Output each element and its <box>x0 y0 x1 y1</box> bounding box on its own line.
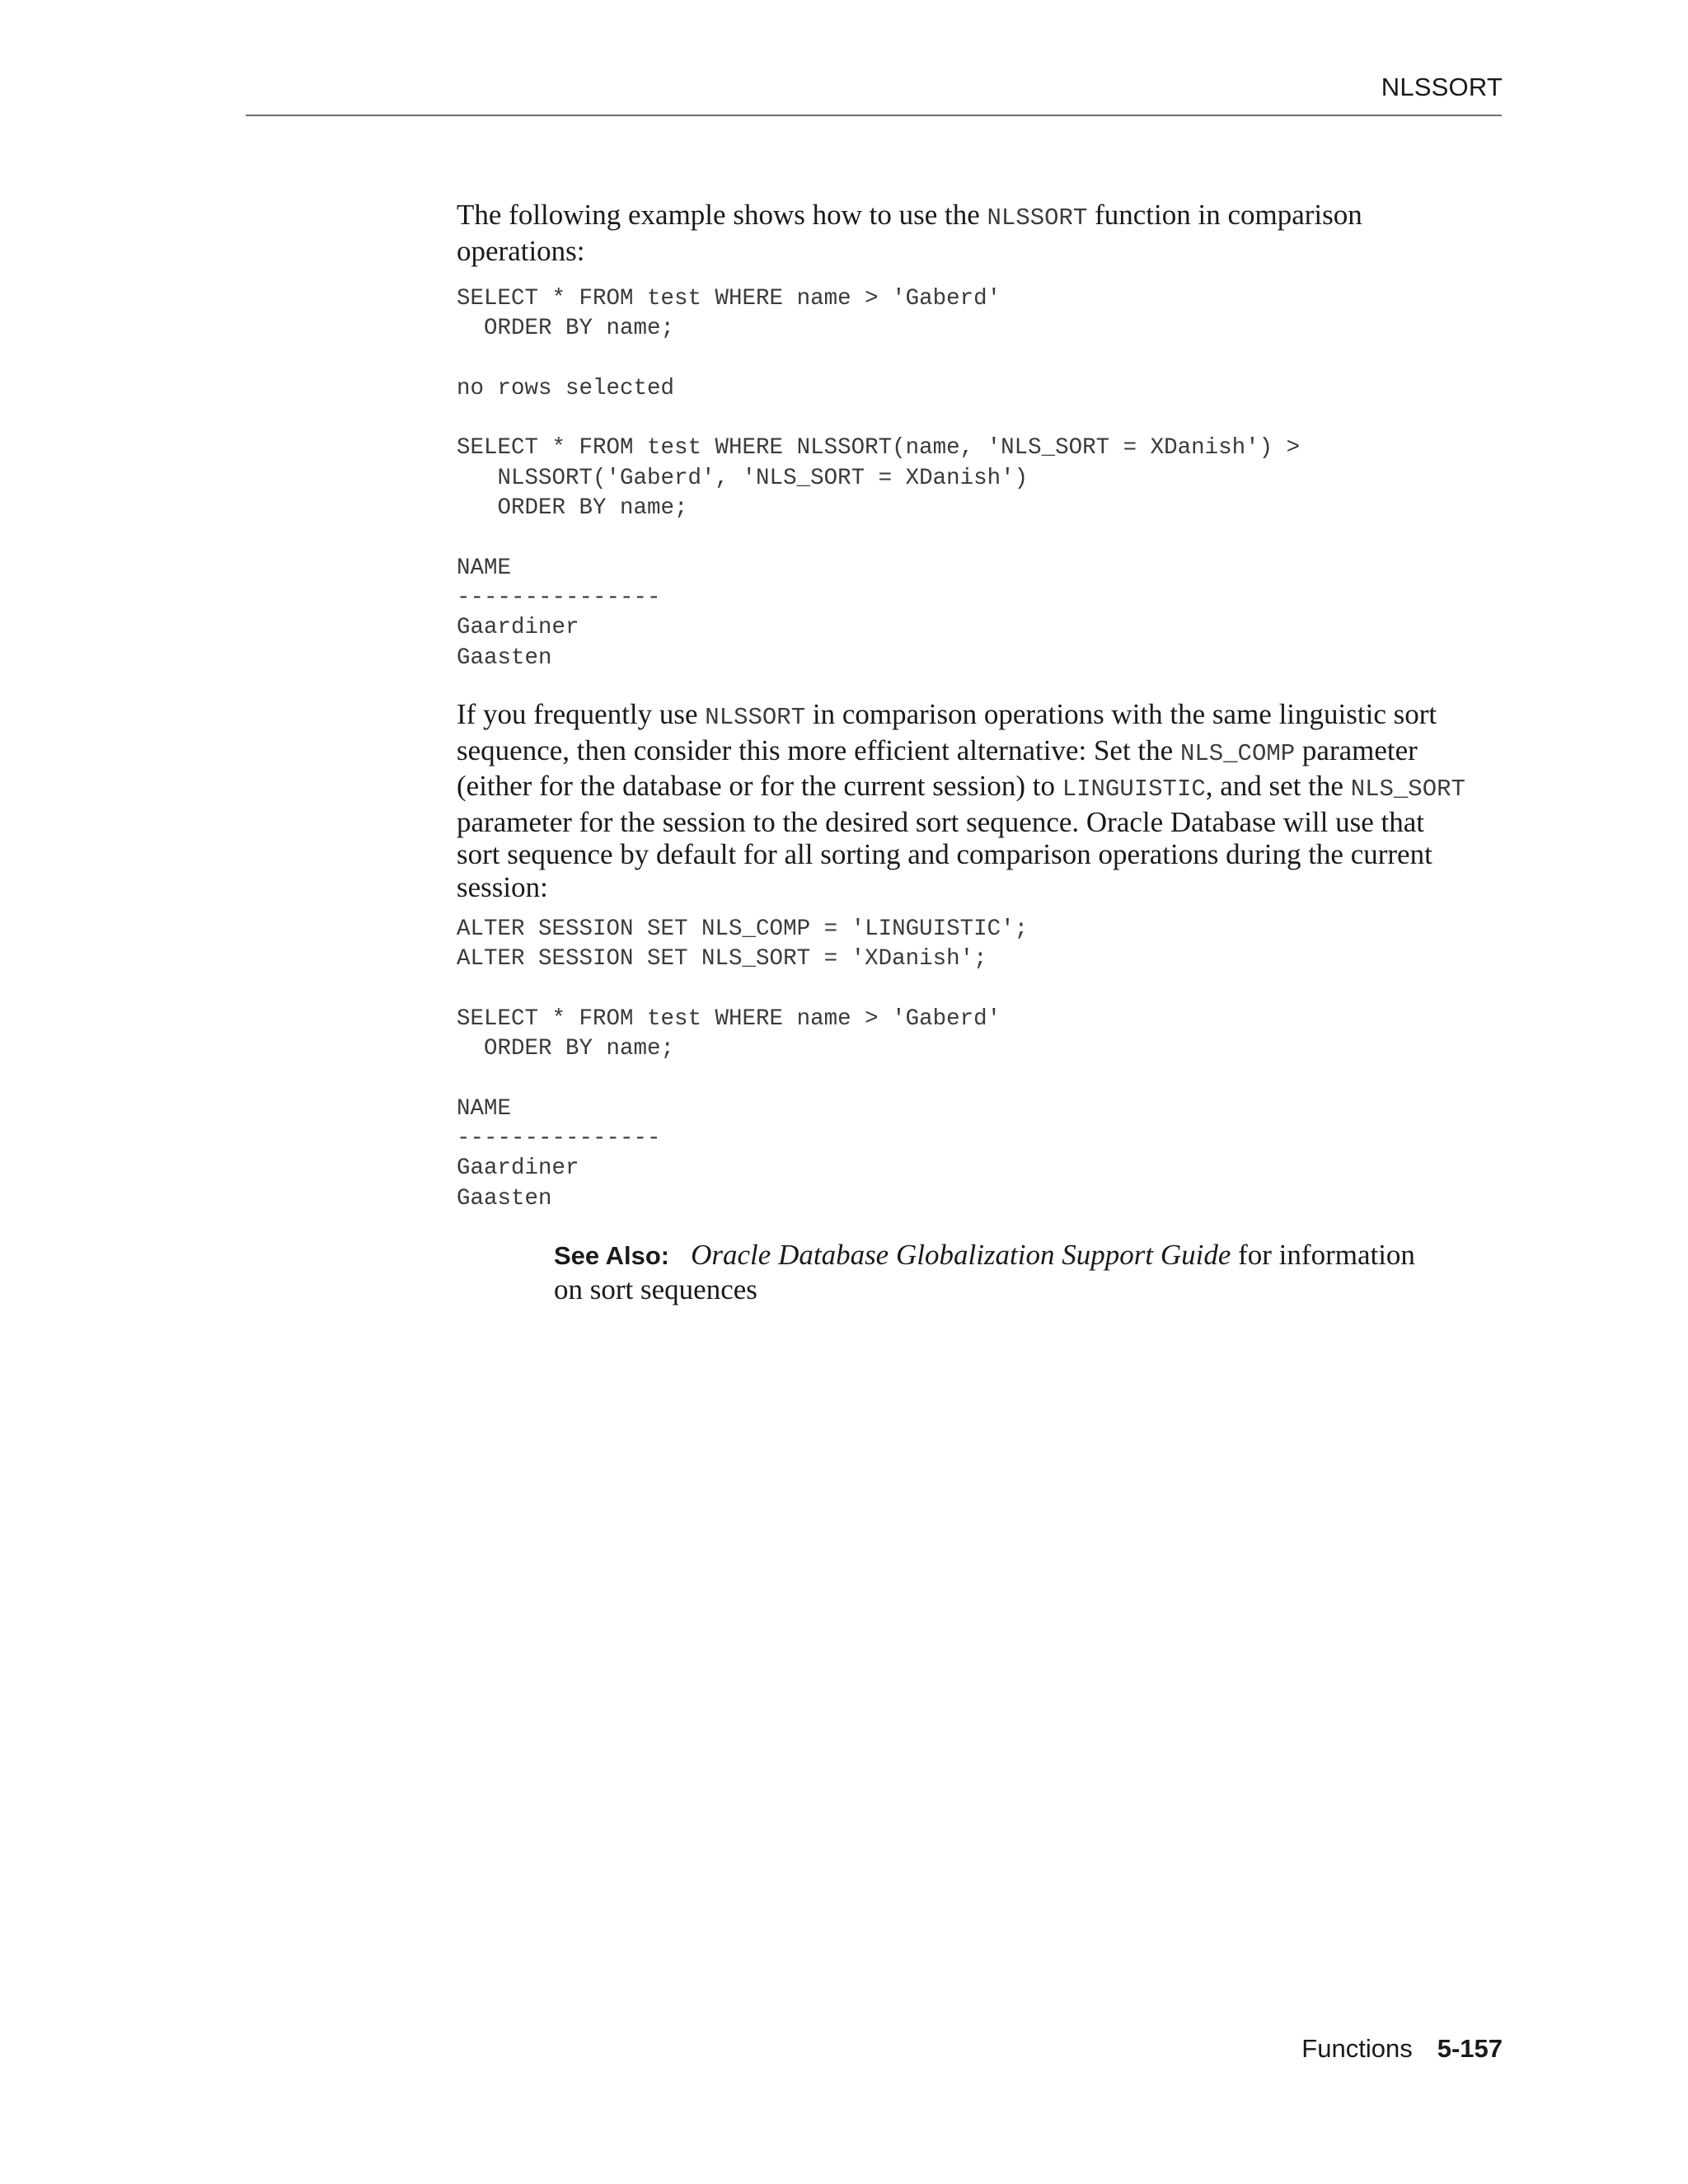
page-number: 5-157 <box>1437 2034 1503 2063</box>
page-footer <box>1301 2034 1503 2064</box>
see-also-text: for information <box>1231 1239 1415 1271</box>
see-also-book-link[interactable]: Oracle Database Globalization Support Guide <box>691 1239 1231 1271</box>
inline-code-nlssort: NLSSORT <box>705 704 806 731</box>
inline-code-nlssort: NLSSORT <box>987 204 1088 232</box>
intro-text: The following example shows how to use the <box>457 199 987 231</box>
para-text: parameter for the session to the desired sort sequence. Oracle Database will use that <box>457 805 1425 838</box>
see-also-text: on sort sequences <box>554 1273 757 1305</box>
para-text: (either for the database or for the current session) to <box>457 770 1062 802</box>
see-also-note <box>554 1238 1415 1306</box>
intro-text: operations: <box>457 234 585 267</box>
intro-text: function in comparison <box>1087 199 1362 231</box>
see-also-label: See Also: <box>554 1241 670 1270</box>
inline-code-nls-comp: NLS_COMP <box>1179 739 1296 767</box>
efficiency-paragraph <box>457 698 1465 903</box>
para-text: parameter <box>1295 733 1418 766</box>
inline-code-linguistic: LINGUISTIC <box>1062 776 1206 803</box>
footer-section: Functions <box>1301 2034 1413 2063</box>
para-text: in comparison operations with the same linguistic sort <box>805 698 1437 730</box>
para-text: , and set the <box>1205 770 1351 802</box>
inline-code-nls-sort: NLS_SORT <box>1350 776 1465 803</box>
header-rule <box>246 115 1502 116</box>
running-header-title: NLSSORT <box>1381 73 1503 101</box>
para-text: If you frequently use <box>457 698 706 730</box>
code-example-1: SELECT * FROM test WHERE name > 'Gaberd' ORDER BY name; no rows selected SELECT * FROM test WHERE NLSSORT(name, 'NLS_SORT = XDanish') > NLSSORT('Gaberd', 'NLS_SORT = XDanish') ORDER BY name; NAME --------------- Gaardiner Gaasten <box>457 286 1301 671</box>
para-text: session: <box>457 870 548 903</box>
para-text: sequence, then consider this more efficient alternative: Set the <box>457 733 1180 766</box>
para-text: sort sequence by default for all sorting and comparison operations during the current <box>457 838 1432 870</box>
intro-paragraph <box>457 199 1362 267</box>
code-example-2: ALTER SESSION SET NLS_COMP = 'LINGUISTIC'; ALTER SESSION SET NLS_SORT = 'XDanish'; SELECT * FROM test WHERE name > 'Gaberd' ORDER BY name; NAME --------------- Gaardiner Gaasten <box>457 916 1029 1212</box>
